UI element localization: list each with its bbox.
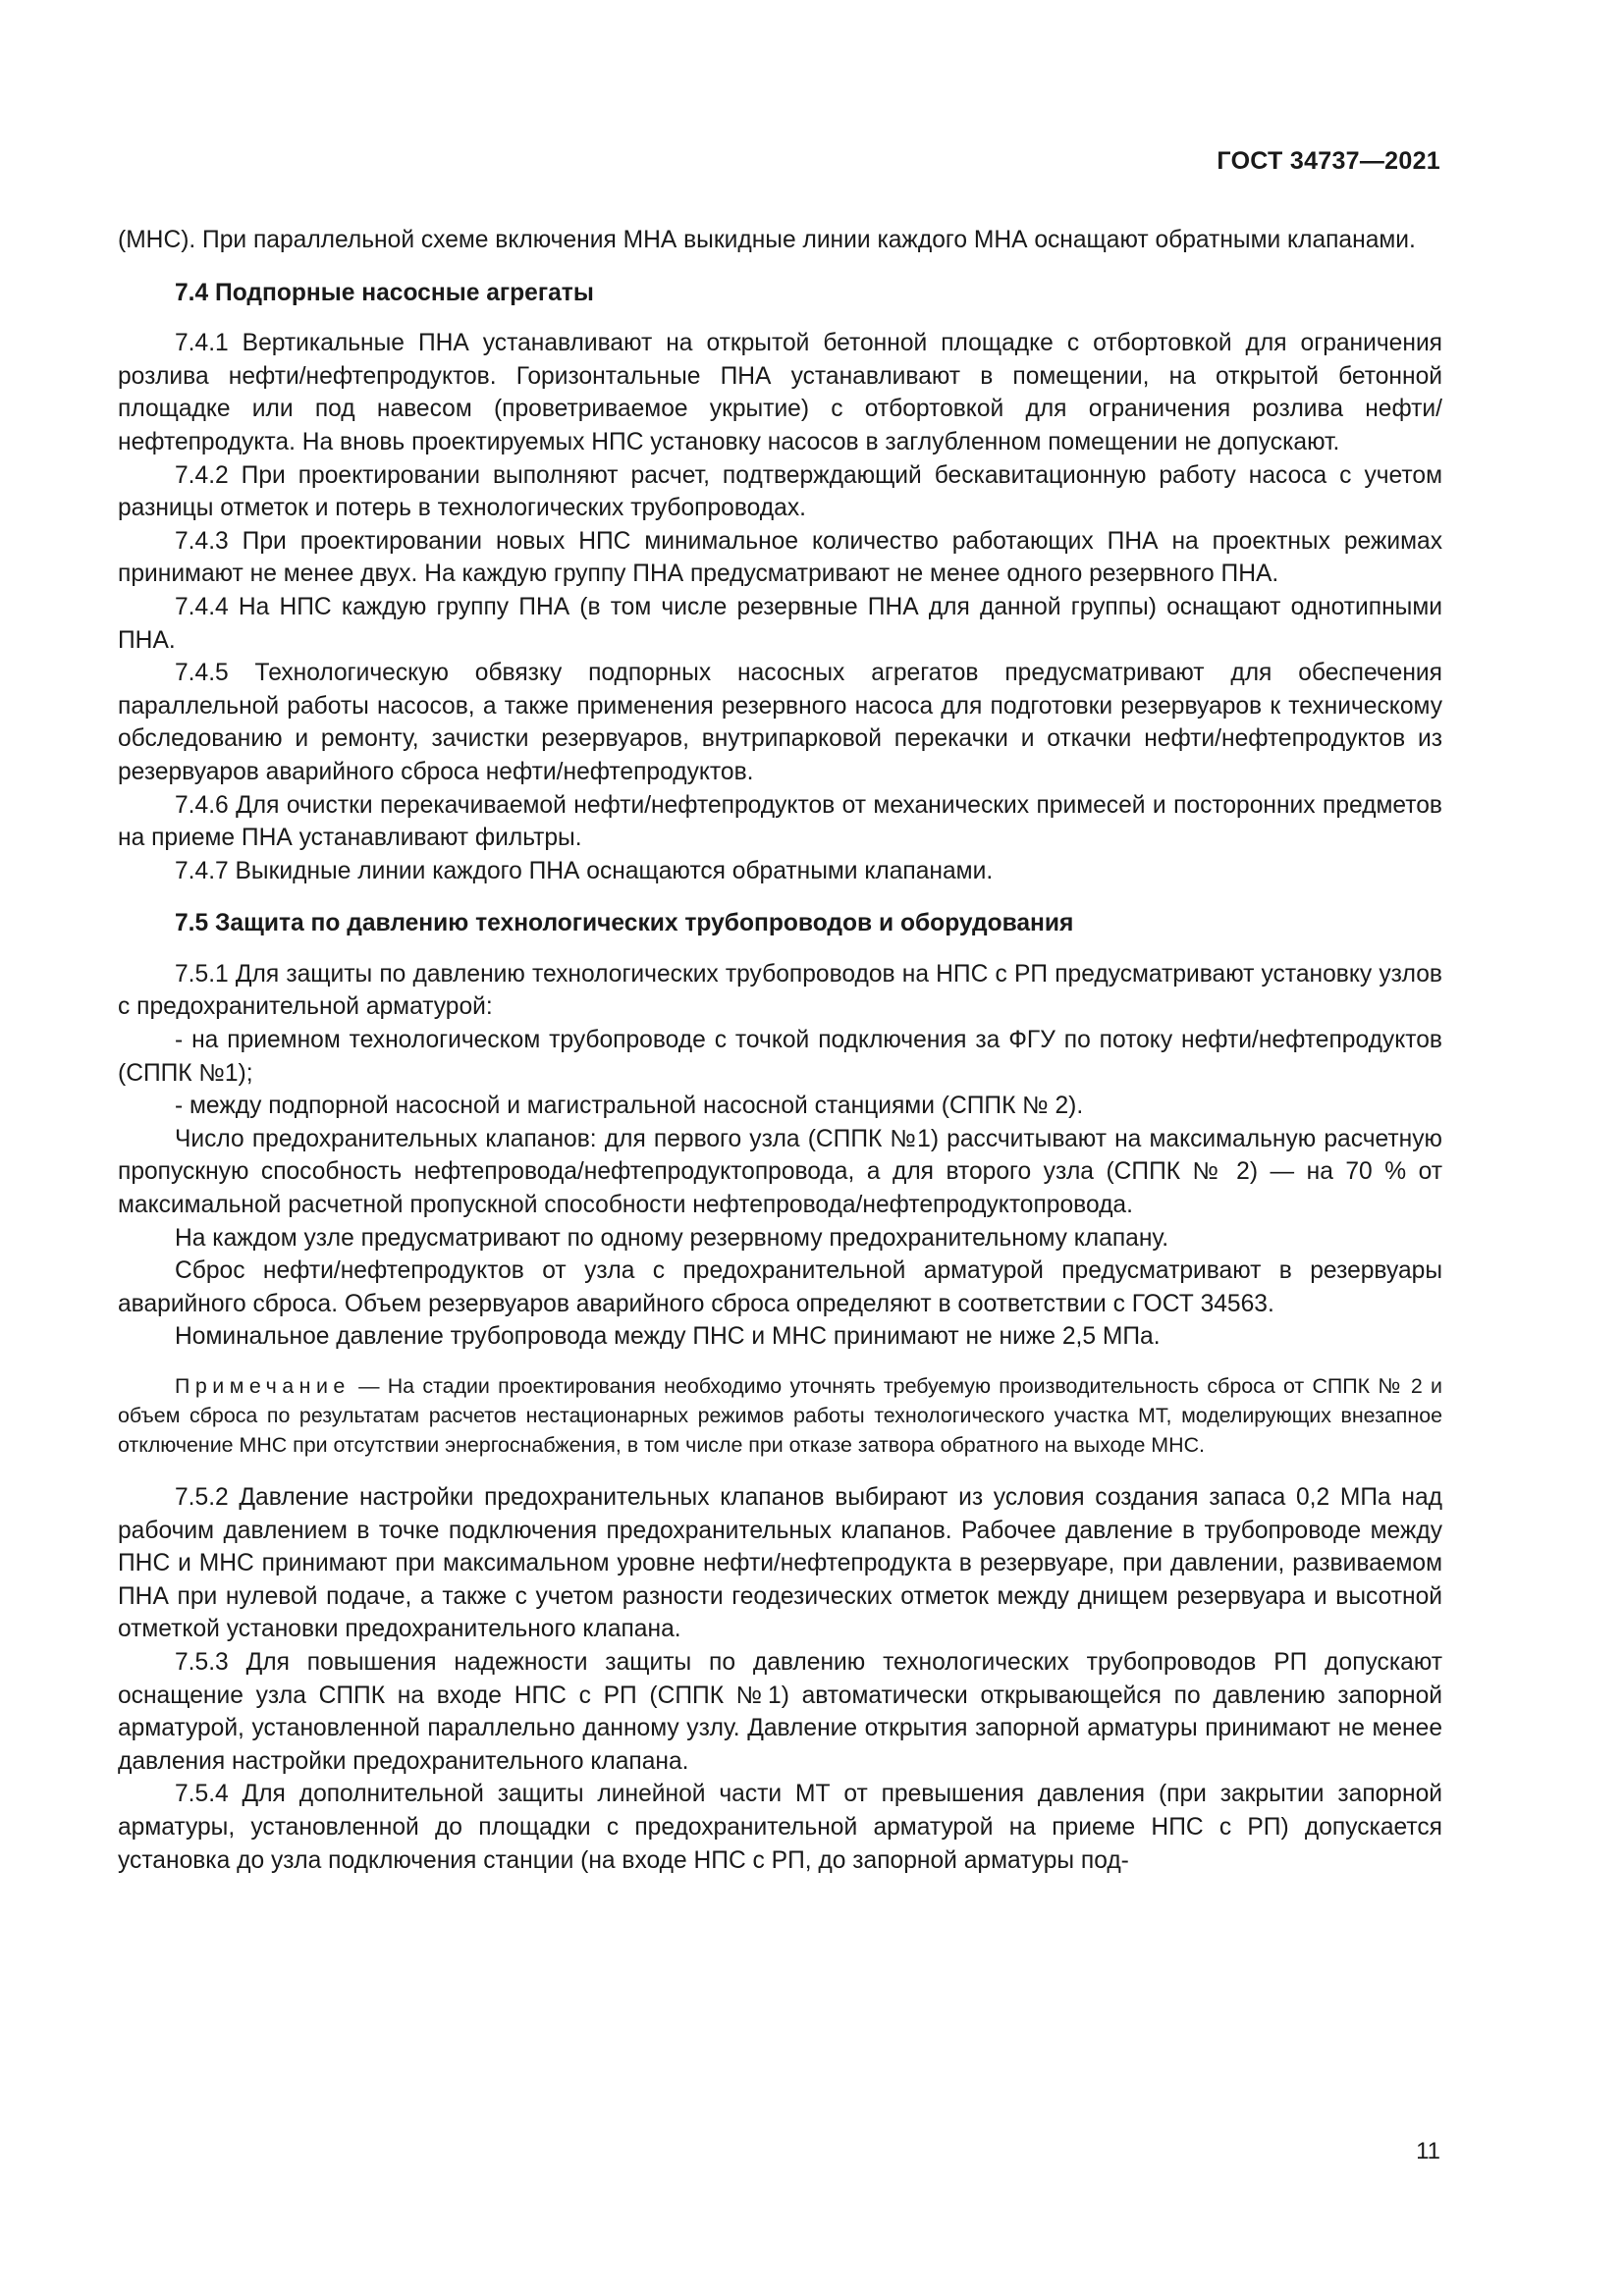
- document-body: [118, 224, 1442, 1877]
- paragraph-reserve-valve: На каждом узле предусматривают по одному резервному предохранительному клапану.: [175, 1224, 1169, 1252]
- section-7-5-title: 7.5 Защита по давлению технологических трубопроводов и оборудования: [175, 910, 1074, 937]
- paragraph-7-4-4: 7.4.4 На НПС каждую группу ПНА (в том числе резервные ПНА для данной группы) оснащают однотипными ПНА.: [118, 593, 1442, 654]
- note-block: [118, 1371, 1442, 1460]
- paragraph-7-5-2: 7.5.2 Давление настройки предохранительных клапанов выбирают из условия создания запаса 0,2 МПа над рабочим давлением в точке подключения предохранительных клапанов. Рабочее давление в трубопроводе между ПНС и МНС принимают при максимальном уровне нефти/нефтепродукта в резервуаре, при давлении, развиваемом ПНА при нулевой подаче, а также с учетом разности геодезических отметок между днищем резервуара и высотной отметкой установки предохранительного клапана.: [118, 1484, 1442, 1643]
- paragraph-7-4-7: 7.4.7 Выкидные линии каждого ПНА оснащаются обратными клапанами.: [175, 857, 994, 884]
- paragraph-nominal-pressure: Номинальное давление трубопровода между ПНС и МНС принимают не ниже 2,5 МПа.: [175, 1323, 1161, 1351]
- intro-paragraph: (МНС). При параллельной схеме включения МНА выкидные линии каждого МНА оснащают обратными клапанами.: [118, 227, 1416, 253]
- note-text: — На стадии проектирования необходимо уточнять требуемую производительность сброса от СППК № 2 и объем сброса по результатам расчетов нестационарных режимов работы технологического участка МТ, моделирующих внезапное отключение МНС при отсутствии энергоснабжения, в том числе при отказе затвора обратного на выходе МНС.: [118, 1374, 1442, 1457]
- paragraph-7-5-1: 7.5.1 Для защиты по давлению технологических трубопроводов на НПС с РП предусматривают установку узлов с предохранительной арматурой:: [118, 960, 1442, 1021]
- section-7-4-title: 7.4 Подпорные насосные агрегаты: [175, 279, 594, 306]
- paragraph-valve-count: Число предохранительных клапанов: для первого узла (СППК №1) рассчитывают на максимальную расчетную пропускную способность нефтепровода/нефтепродуктопровода, а для второго узла (СППК № 2) — на 70 % от максимальной расчетной пропускной способности нефтепровода/нефтепродуктопровода.: [118, 1125, 1442, 1219]
- paragraph-7-4-2: 7.4.2 При проектировании выполняют расчет, подтверждающий бескавитационную работу насоса с учетом разницы отметок и потерь в технологических трубопроводах.: [118, 461, 1442, 522]
- paragraph-7-4-6: 7.4.6 Для очистки перекачиваемой нефти/нефтепродуктов от механических примесей и посторонних предметов на приеме ПНА устанавливают фильтры.: [118, 791, 1442, 852]
- paragraph-discharge: Сброс нефти/нефтепродуктов от узла с предохранительной арматурой предусматривают в резервуары аварийного сброса. Объем резервуаров аварийного сброса определяют в соответствии с ГОСТ 34563.: [118, 1257, 1442, 1317]
- paragraph-7-5-3: 7.5.3 Для повышения надежности защиты по давлению технологических трубопроводов РП допускают оснащение узла СППК на входе НПС с РП (СППК №1) автоматически открывающейся по давлению запорной арматурой, установленной параллельно данному узлу. Давление открытия запорной арматуры принимают не менее давления настройки предохранительного клапана.: [118, 1648, 1442, 1775]
- paragraph-7-4-1: 7.4.1 Вертикальные ПНА устанавливают на открытой бетонной площадке с отбортовкой для ограничения розлива нефти/нефтепродуктов. Горизонтальные ПНА устанавливают в помещении, на открытой бетонной площадке или под навесом (проветриваемое укрытие) с отбортовкой для ограничения розлива нефти/нефтепродукта. На вновь проектируемых НПС установку насосов в заглубленном помещении не допускают.: [118, 330, 1442, 455]
- note-label: Примечание: [175, 1374, 351, 1398]
- paragraph-7-4-5: 7.4.5 Технологическую обвязку подпорных насосных агрегатов предусматривают для обеспечения параллельной работы насосов, а также применения резервного насоса для подготовки резервуаров к техническому обследованию и ремонту, зачистки резервуаров, внутрипарковой перекачки и откачки нефти/нефтепродуктов из резервуаров аварийного сброса нефти/нефтепродуктов.: [118, 660, 1442, 785]
- paragraph-7-5-4: 7.5.4 Для дополнительной защиты линейной части МТ от превышения давления (при закрытии запорной арматуры, установленной до площадки с предохранительной арматурой на приеме НПС с РП) допускается установка до узла подключения станции (на входе НПС с РП, до запорной арматуры под-: [118, 1781, 1442, 1874]
- list-item-intake-pipeline: - на приемном технологическом трубопроводе с точкой подключения за ФГУ по потоку нефти/нефтепродуктов (СППК №1);: [118, 1027, 1442, 1087]
- document-header: ГОСТ 34737—2021: [1217, 147, 1440, 175]
- list-item-between-stations: - между подпорной насосной и магистральной насосной станциями (СППК № 2).: [175, 1093, 1084, 1120]
- paragraph-7-4-3: 7.4.3 При проектировании новых НПС минимальное количество работающих ПНА на проектных режимах принимают не менее двух. На каждую группу ПНА предусматривают не менее одного резервного ПНА.: [118, 527, 1442, 588]
- page-number: 11: [1416, 2138, 1440, 2164]
